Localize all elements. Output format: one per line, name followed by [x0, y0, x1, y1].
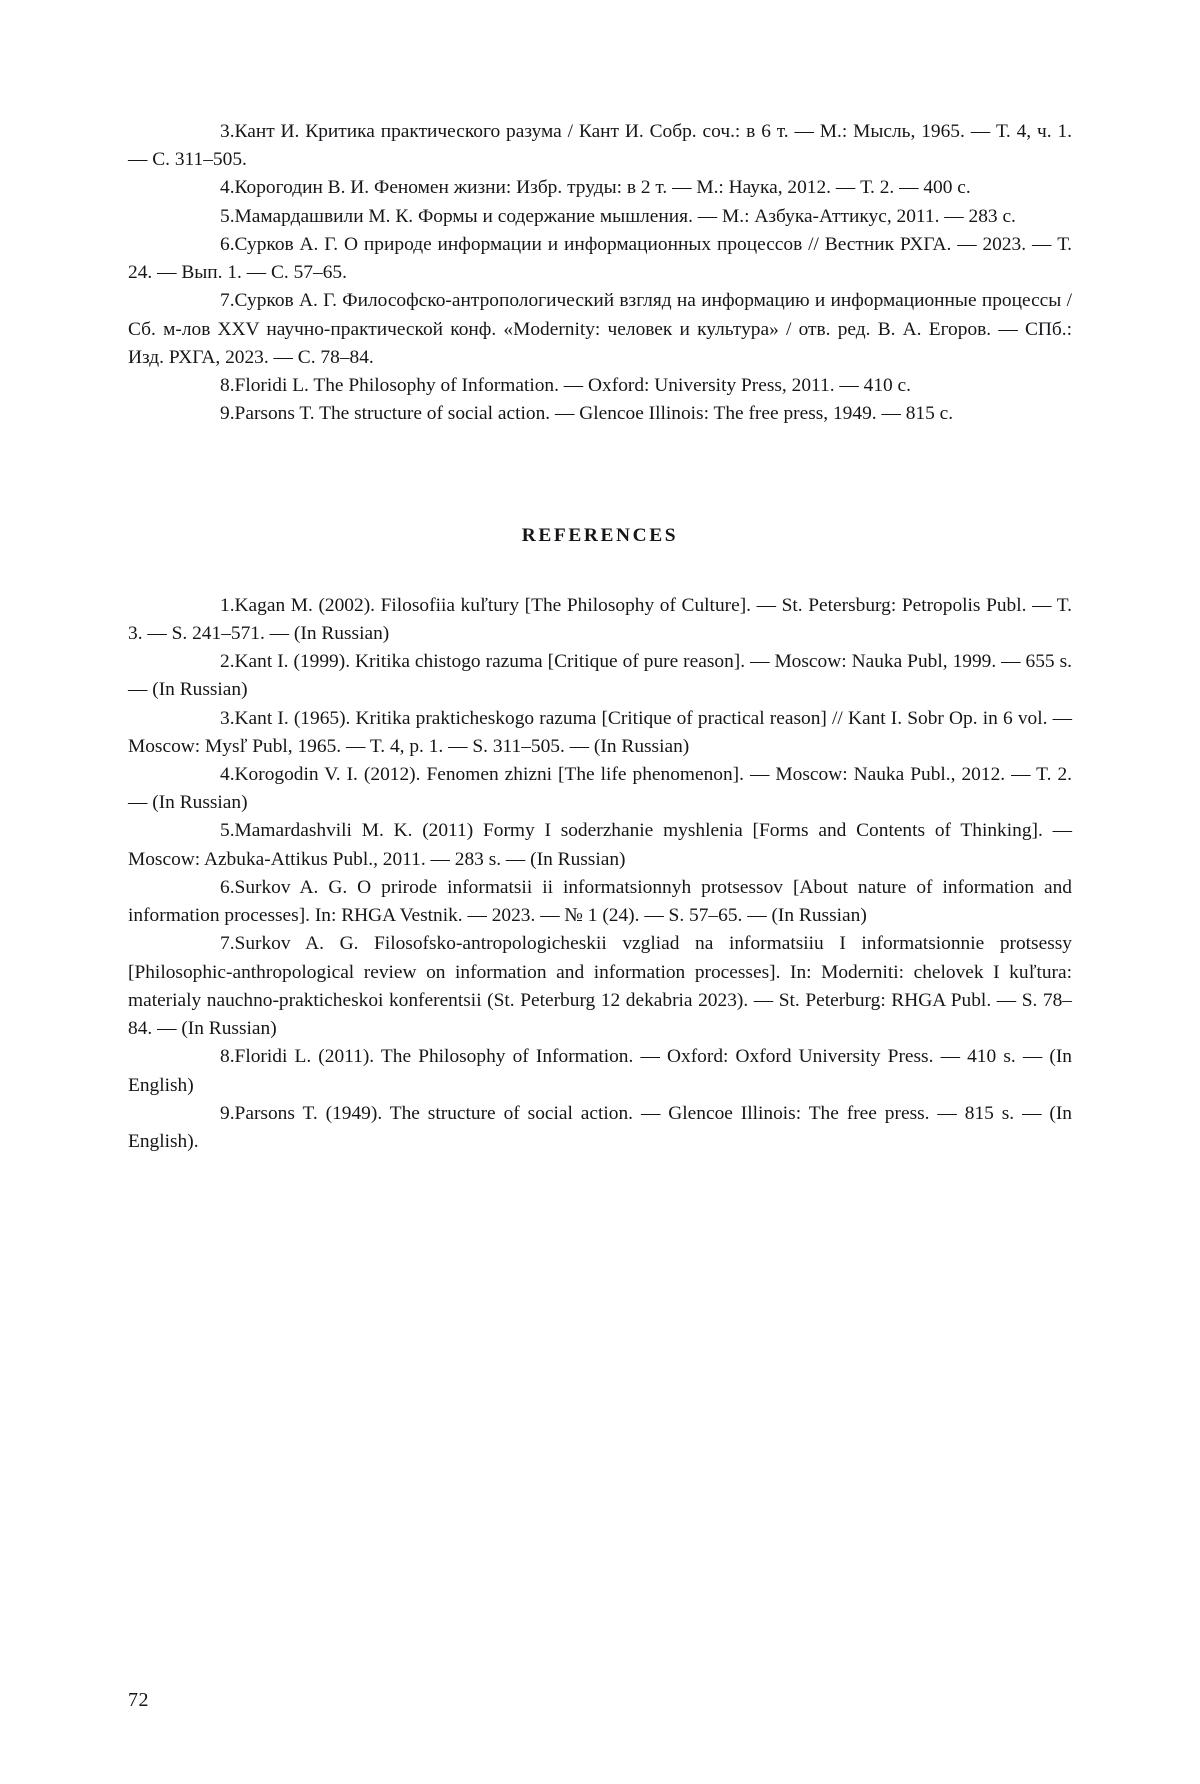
entry-text: Кант И. Критика практического разума / Кант И. Собр. соч.: в 6 т. — М.: Мысль, 1965. — Т. 4, ч. 1. — С. 311–505. — [128, 121, 1072, 171]
spacer — [128, 547, 1072, 592]
entry-text: Surkov A. G. O prirode informatsii ii informatsionnyh protsessov [About nature of information and information processes]. In: RHGA Vestnik. — 2023. — № 1 (24). — S. 57–65. — (In Russian) — [128, 876, 1072, 927]
entry-text: Сурков А. Г. О природе информации и информационных процессов // Вестник РХГА. — 2023. — Т. 24. — Вып. 1. — С. 57–65. — [128, 233, 1072, 284]
page-number: 72 — [128, 1689, 149, 1711]
bibliography-entry — [128, 174, 1072, 202]
entry-text: Kagan M. (2002). Filosofiia kuľtury [The Philosophy of Culture]. — St. Petersburg: Petropolis Publ. — T. 3. — S. 241–571. — (In Russian) — [128, 594, 1072, 644]
spacer — [128, 429, 1072, 525]
entry-number: 6. — [220, 876, 235, 898]
reference-entry — [128, 1043, 1072, 1099]
reference-entry — [128, 930, 1072, 1043]
entry-number: 8. — [220, 1046, 235, 1068]
bibliography-russian-list — [128, 118, 1072, 429]
bibliography-entry — [128, 231, 1072, 287]
entry-text: Kant I. (1965). Kritika prakticheskogo razuma [Critique of practical reason] // Kant I. Sobr Op. in 6 vol. — Moscow: Mysľ Publ, 1965. — T. 4, p. 1. — S. 311–505. — (In Russian) — [128, 707, 1072, 757]
entry-number: 9. — [220, 403, 235, 425]
entry-number: 2. — [220, 651, 235, 673]
entry-text: Мамардашвили М. К. Формы и содержание мышления. — М.: Азбука-Аттикус, 2011. — 283 с. — [234, 205, 1016, 227]
entry-number: 4. — [220, 177, 235, 199]
entry-text: Mamardashvili M. K. (2011) Formy I soderzhanie myshlenia [Forms and Contents of Thinking]. — Moscow: Azbuka-Attikus Publ., 2011. — 283 s. — (In Russian) — [128, 820, 1072, 870]
bibliography-entry — [128, 118, 1072, 174]
reference-entry — [128, 1100, 1072, 1156]
entry-text: Сурков А. Г. Философско-антропологический взгляд на информацию и информационные процессы / Сб. м-лов XXV научно-практической конф. «Modernity: человек и культура» / отв. ред. В. А. Егоров. — СПб.: Изд. РХГА, 2023. — С. 78–84. — [128, 290, 1072, 368]
entry-text: Korogodin V. I. (2012). Fenomen zhizni [The life phenomenon]. — Moscow: Nauka Publ., 2012. — T. 2. — (In Russian) — [128, 763, 1072, 814]
entry-number: 6. — [220, 233, 235, 255]
entry-number: 9. — [220, 1102, 235, 1124]
entry-number: 3. — [220, 121, 235, 142]
entry-number: 7. — [220, 290, 235, 312]
bibliography-entry — [128, 203, 1072, 231]
references-heading: REFERENCES — [521, 524, 679, 546]
reference-entry — [128, 874, 1072, 930]
entry-text: Surkov A. G. Filosofsko-antropologicheskii vzgliad na informatsiiu I informatsionnie protsessy [Philosophic-anthropological review on information and information processes]. In: Moderniti: chelovek I kuľtura: materialy nauchno-prakticheskoi konferentsii (St. Peterburg 12 dekabria 2023). — St. Peterburg: RHGA Publ. — S. 78–84. — (In Russian) — [128, 933, 1072, 1040]
reference-entry — [128, 817, 1072, 873]
reference-entry — [128, 592, 1072, 648]
entry-number: 5. — [220, 820, 235, 842]
reference-entry — [128, 705, 1072, 761]
entry-text: Корогодин В. И. Феномен жизни: Избр. труды: в 2 т. — М.: Наука, 2012. — Т. 2. — 400 с. — [234, 177, 971, 199]
entry-text: Floridi L. (2011). The Philosophy of Information. — Oxford: Oxford University Press. — 410 s. — (In English) — [128, 1046, 1072, 1096]
reference-entry — [128, 761, 1072, 817]
entry-number: 4. — [220, 763, 235, 785]
bibliography-entry — [128, 400, 1072, 428]
entry-text: Kant I. (1999). Kritika chistogo razuma [Critique of pure reason]. — Moscow: Nauka Publ, 1999. — 655 s. — (In Russian) — [128, 651, 1072, 701]
bibliography-entry — [128, 287, 1072, 372]
entry-number: 8. — [220, 375, 235, 397]
entry-number: 7. — [220, 933, 235, 955]
entry-number: 5. — [220, 205, 235, 227]
bibliography-entry — [128, 372, 1072, 400]
entry-text: Floridi L. The Philosophy of Information. — Oxford: University Press, 2011. — 410 c. — [234, 375, 912, 397]
entry-text: Parsons T. The structure of social action. — Glencoe Illinois: The free press, 1949. — 815 c. — [234, 403, 954, 425]
entry-number: 3. — [220, 707, 235, 729]
entry-text: Parsons T. (1949). The structure of social action. — Glencoe Illinois: The free press. — 815 s. — (In English). — [128, 1102, 1072, 1153]
references-english-list — [128, 592, 1072, 1157]
entry-number: 1. — [220, 594, 235, 616]
reference-entry — [128, 648, 1072, 704]
